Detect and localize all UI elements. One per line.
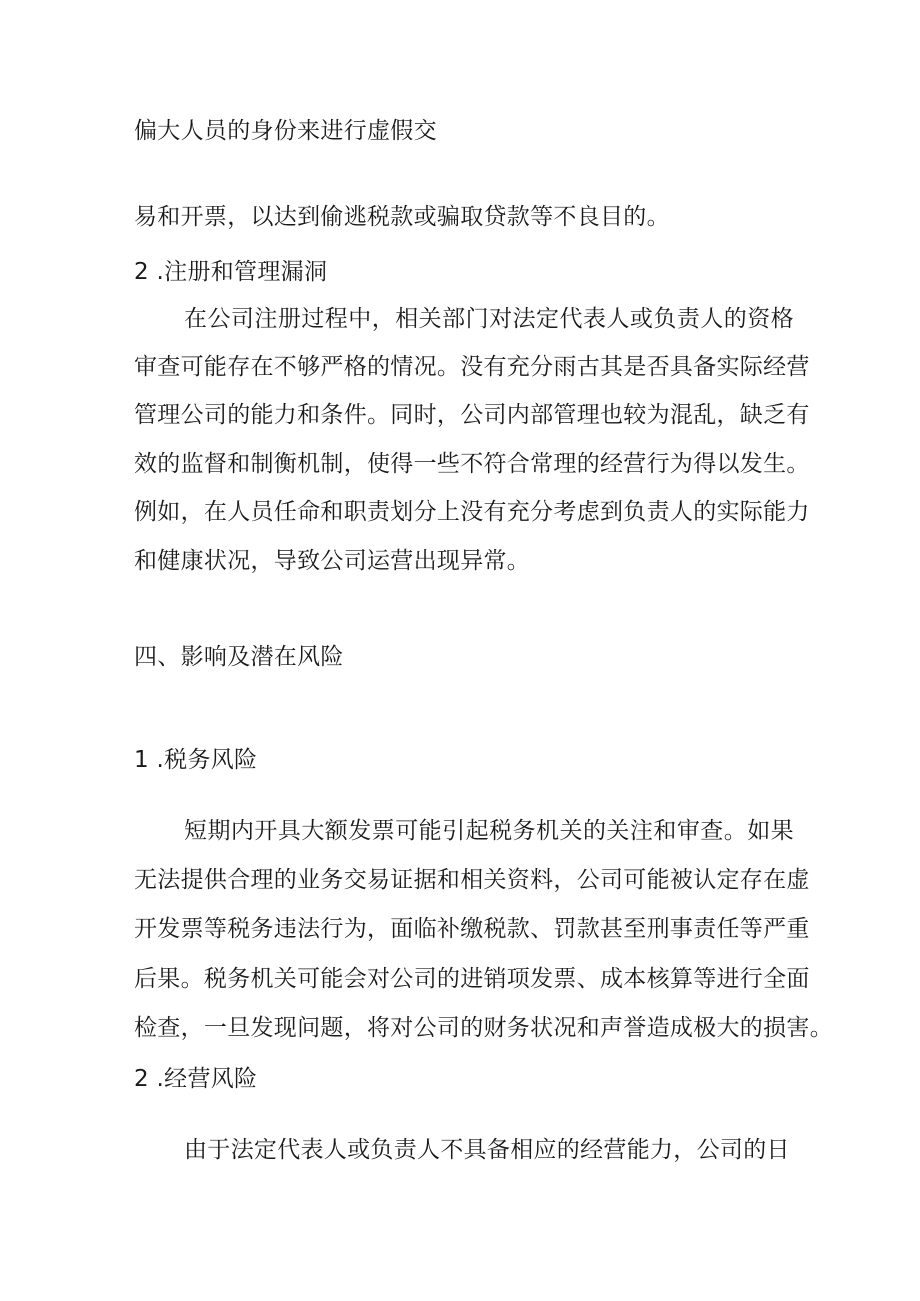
intro-line-1: 偏大人员的身份来进行虚假交 bbox=[134, 118, 437, 144]
risk-2-paragraph-line: 由于法定代表人或负责人不具备相应的经营能力，公司的日 bbox=[184, 1137, 790, 1163]
section-2-heading: 2 .注册和管理漏洞 bbox=[134, 259, 328, 285]
intro-line-2: 易和开票，以达到偷逃税款或骗取贷款等不良目的。 bbox=[134, 204, 670, 230]
paragraph-line: 后果。税务机关可能会对公司的进销项发票、成本核算等进行全面 bbox=[134, 966, 810, 992]
paragraph-line: 审查可能存在不够严格的情况。没有充分雨古其是否具备实际经营 bbox=[134, 354, 810, 380]
paragraph-line: 在公司注册过程中，相关部门对法定代表人或负责人的资格 bbox=[184, 306, 794, 332]
paragraph-line: 开发票等税务违法行为，面临补缴税款、罚款甚至刑事责任等严重 bbox=[134, 916, 810, 942]
paragraph-line: 和健康状况，导致公司运营出现异常。 bbox=[134, 548, 531, 574]
risk-2-heading: 2 .经营风险 bbox=[134, 1066, 258, 1092]
paragraph-line: 短期内开具大额发票可能引起税务机关的关注和审查。如果 bbox=[184, 818, 794, 844]
risk-1-heading: 1 .税务风险 bbox=[134, 747, 258, 773]
paragraph-line: 例如，在人员任命和职责划分上没有充分考虑到负责人的实际能力 bbox=[134, 499, 810, 525]
paragraph-line: 管理公司的能力和条件。同时，公司内部管理也较为混乱，缺乏有 bbox=[134, 402, 810, 428]
paragraph-line: 检查，一旦发现问题，将对公司的财务状况和声誉造成极大的损害。 bbox=[134, 1015, 833, 1041]
paragraph-line: 无法提供合理的业务交易证据和相关资料，公司可能被认定存在虚 bbox=[134, 867, 810, 893]
paragraph-line: 效的监督和制衡机制，使得一些不符合常理的经营行为得以发生。 bbox=[134, 451, 810, 477]
chapter-4-heading: 四、影响及潜在风险 bbox=[134, 644, 344, 670]
